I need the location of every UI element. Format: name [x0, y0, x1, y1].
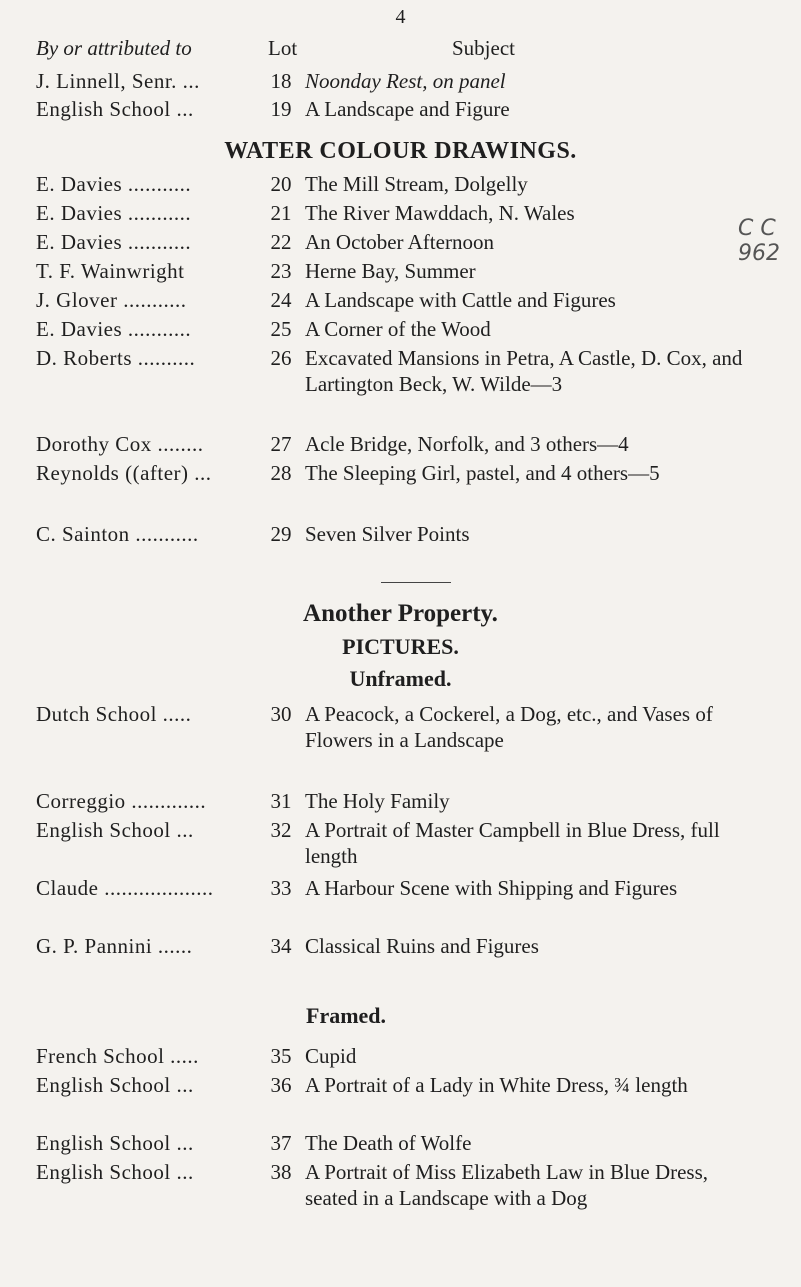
lot-subject: The Death of Wolfe: [305, 1131, 472, 1155]
lot-number: 25: [270, 317, 292, 341]
lot-number: 36: [270, 1073, 292, 1097]
lot-number: 29: [270, 522, 292, 546]
page-number: 4: [395, 6, 406, 28]
lot-subject: A Harbour Scene with Shipping and Figures: [305, 876, 678, 900]
lot-number: 34: [270, 934, 292, 958]
lot-number: 18: [270, 69, 292, 93]
section-heading-pictures: PICTURES.: [342, 634, 459, 659]
lot-number: 23: [270, 259, 292, 283]
lot-subject: Noonday Rest, on panel: [305, 69, 506, 93]
artist-name: Dutch School .....: [36, 702, 192, 726]
lot-number: 35: [270, 1044, 292, 1068]
lot-number: 30: [270, 702, 292, 726]
artist-name: Claude ...................: [36, 876, 214, 900]
lot-subject: Excavated Mansions in Petra, A Castle, D. Cox, and Lartington Beck, W. Wilde—3: [305, 346, 743, 396]
column-header-lot: Lot: [268, 36, 298, 60]
lot-subject: The Mill Stream, Dolgelly: [305, 172, 528, 196]
subsection-heading-framed: Framed.: [306, 1003, 387, 1028]
lot-number: 24: [270, 288, 292, 312]
lot-subject: The River Mawddach, N. Wales: [305, 201, 575, 225]
lot-number: 21: [270, 201, 292, 225]
lot-number: 26: [270, 346, 292, 370]
artist-name: French School .....: [36, 1044, 199, 1068]
lot-number: 22: [270, 230, 292, 254]
section-heading-another-property: Another Property.: [303, 600, 498, 627]
lot-subject: The Holy Family: [305, 789, 450, 813]
artist-name: C. Sainton ...........: [36, 522, 199, 546]
artist-name: E. Davies ...........: [36, 172, 192, 196]
subsection-heading-unframed: Unframed.: [349, 666, 452, 691]
artist-name: Dorothy Cox ........: [36, 432, 204, 456]
lot-number: 32: [270, 818, 292, 842]
lot-subject: The Sleeping Girl, pastel, and 4 others—5: [305, 461, 660, 485]
lot-subject: Classical Ruins and Figures: [305, 934, 539, 958]
lot-number: 19: [270, 97, 292, 121]
artist-name: E. Davies ...........: [36, 230, 192, 254]
lot-subject: A Peacock, a Cockerel, a Dog, etc., and Vases of Flowers in a Landscape: [305, 702, 713, 752]
artist-name: G. P. Pannini ......: [36, 934, 193, 958]
artist-name: English School ...: [36, 1160, 194, 1184]
lot-number: 37: [270, 1131, 292, 1155]
artist-name: J. Linnell, Senr. ...: [36, 69, 200, 93]
lot-subject: An October Afternoon: [305, 230, 494, 254]
lot-number: 38: [270, 1160, 292, 1184]
lot-subject: Cupid: [305, 1044, 357, 1068]
lot-number: 27: [270, 432, 292, 456]
lot-subject: A Landscape and Figure: [305, 97, 510, 121]
column-header-artist: By or attributed to: [36, 36, 192, 60]
lot-subject: Seven Silver Points: [305, 522, 470, 546]
lot-subject: A Portrait of a Lady in White Dress, ¾ length: [305, 1073, 688, 1097]
artist-name: D. Roberts ..........: [36, 346, 196, 370]
lot-subject: A Portrait of Miss Elizabeth Law in Blue Dress, seated in a Landscape with a Dog: [305, 1160, 709, 1210]
lot-subject: A Corner of the Wood: [305, 317, 491, 341]
lot-subject: A Landscape with Cattle and Figures: [305, 288, 616, 312]
lot-number: 33: [270, 876, 292, 900]
lot-subject: A Portrait of Master Campbell in Blue Dress, full length: [305, 818, 720, 868]
lot-number: 20: [270, 172, 292, 196]
handwritten-margin-note: C C 962: [738, 216, 780, 266]
artist-name: E. Davies ...........: [36, 201, 192, 225]
lot-subject: Acle Bridge, Norfolk, and 3 others—4: [305, 432, 629, 456]
lot-number: 31: [270, 789, 292, 813]
artist-name: T. F. Wainwright: [36, 259, 185, 283]
artist-name: English School ...: [36, 1131, 194, 1155]
artist-name: Correggio .............: [36, 789, 207, 813]
artist-name: English School ...: [36, 1073, 194, 1097]
column-header-subject: Subject: [452, 36, 515, 60]
artist-name: Reynolds ((after) ...: [36, 461, 212, 485]
lot-subject: Herne Bay, Summer: [305, 259, 476, 283]
artist-name: English School ...: [36, 97, 194, 121]
artist-name: E. Davies ...........: [36, 317, 192, 341]
artist-name: English School ...: [36, 818, 194, 842]
artist-name: J. Glover ...........: [36, 288, 187, 312]
section-heading-watercolour: WATER COLOUR DRAWINGS.: [224, 138, 577, 164]
lot-number: 28: [270, 461, 292, 485]
section-divider: [381, 582, 451, 583]
